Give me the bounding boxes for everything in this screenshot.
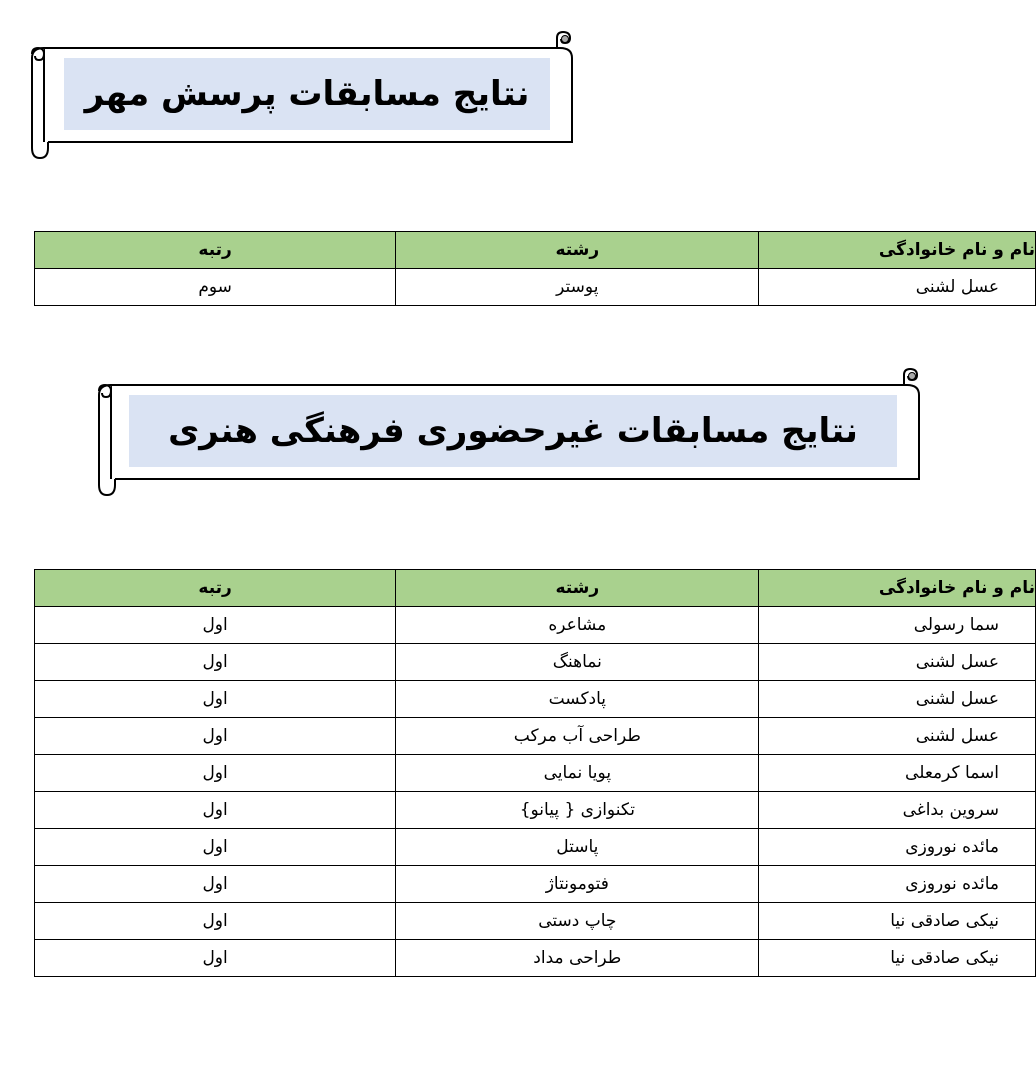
name-cell: مائده نوروزی xyxy=(759,866,1036,903)
field-cell: طراحی مداد xyxy=(396,940,759,977)
column-header-field: رشته xyxy=(396,232,759,269)
scroll-banner-art xyxy=(97,367,922,497)
name-cell: عسل لشنی xyxy=(759,269,1036,306)
column-header-field: رشته xyxy=(396,570,759,607)
field-cell: مشاعره xyxy=(396,607,759,644)
section1-title: نتایج مسابقات پرسش مهر xyxy=(84,74,530,114)
table-header-row xyxy=(35,570,1036,607)
field-cell: پویا نمایی xyxy=(396,755,759,792)
rank-cell: اول xyxy=(35,718,396,755)
table-row xyxy=(35,269,1036,306)
name-cell: عسل لشنی xyxy=(759,681,1036,718)
rank-cell: اول xyxy=(35,792,396,829)
art-results-table xyxy=(34,569,1036,977)
column-header-name: نام و نام خانوادگی xyxy=(759,570,1036,607)
name-cell: عسل لشنی xyxy=(759,644,1036,681)
name-cell: نیکی صادقی نیا xyxy=(759,940,1036,977)
column-header-rank: رتبه xyxy=(35,232,396,269)
table-row xyxy=(35,681,1036,718)
table-row xyxy=(35,940,1036,977)
scroll-banner-mehr xyxy=(30,30,575,160)
table-header-row xyxy=(35,232,1036,269)
rank-cell: اول xyxy=(35,829,396,866)
rank-cell: اول xyxy=(35,903,396,940)
rank-cell: اول xyxy=(35,681,396,718)
table-row xyxy=(35,755,1036,792)
field-cell: طراحی آب مرکب xyxy=(396,718,759,755)
rank-cell: اول xyxy=(35,607,396,644)
name-cell: عسل لشنی xyxy=(759,718,1036,755)
field-cell: فتومونتاژ xyxy=(396,866,759,903)
table-row xyxy=(35,903,1036,940)
name-cell: نیکی صادقی نیا xyxy=(759,903,1036,940)
section2-title: نتایج مسابقات غیرحضوری فرهنگی هنری xyxy=(168,411,858,451)
name-cell: سروین بداغی xyxy=(759,792,1036,829)
field-cell: چاپ دستی xyxy=(396,903,759,940)
field-cell: پادکست xyxy=(396,681,759,718)
table-row xyxy=(35,644,1036,681)
column-header-name: نام و نام خانوادگی xyxy=(759,232,1036,269)
table-row xyxy=(35,718,1036,755)
name-cell: مائده نوروزی xyxy=(759,829,1036,866)
rank-cell: اول xyxy=(35,755,396,792)
field-cell: نماهنگ xyxy=(396,644,759,681)
rank-cell: سوم xyxy=(35,269,396,306)
table-row xyxy=(35,792,1036,829)
table-row xyxy=(35,607,1036,644)
rank-cell: اول xyxy=(35,644,396,681)
name-cell: اسما کرمعلی xyxy=(759,755,1036,792)
table-row xyxy=(35,866,1036,903)
field-cell: تکنوازی { پیانو} xyxy=(396,792,759,829)
rank-cell: اول xyxy=(35,866,396,903)
mehr-results-table xyxy=(34,231,1036,306)
table-row xyxy=(35,829,1036,866)
field-cell: پاستل xyxy=(396,829,759,866)
field-cell: پوستر xyxy=(396,269,759,306)
column-header-rank: رتبه xyxy=(35,570,396,607)
rank-cell: اول xyxy=(35,940,396,977)
name-cell: سما رسولی xyxy=(759,607,1036,644)
